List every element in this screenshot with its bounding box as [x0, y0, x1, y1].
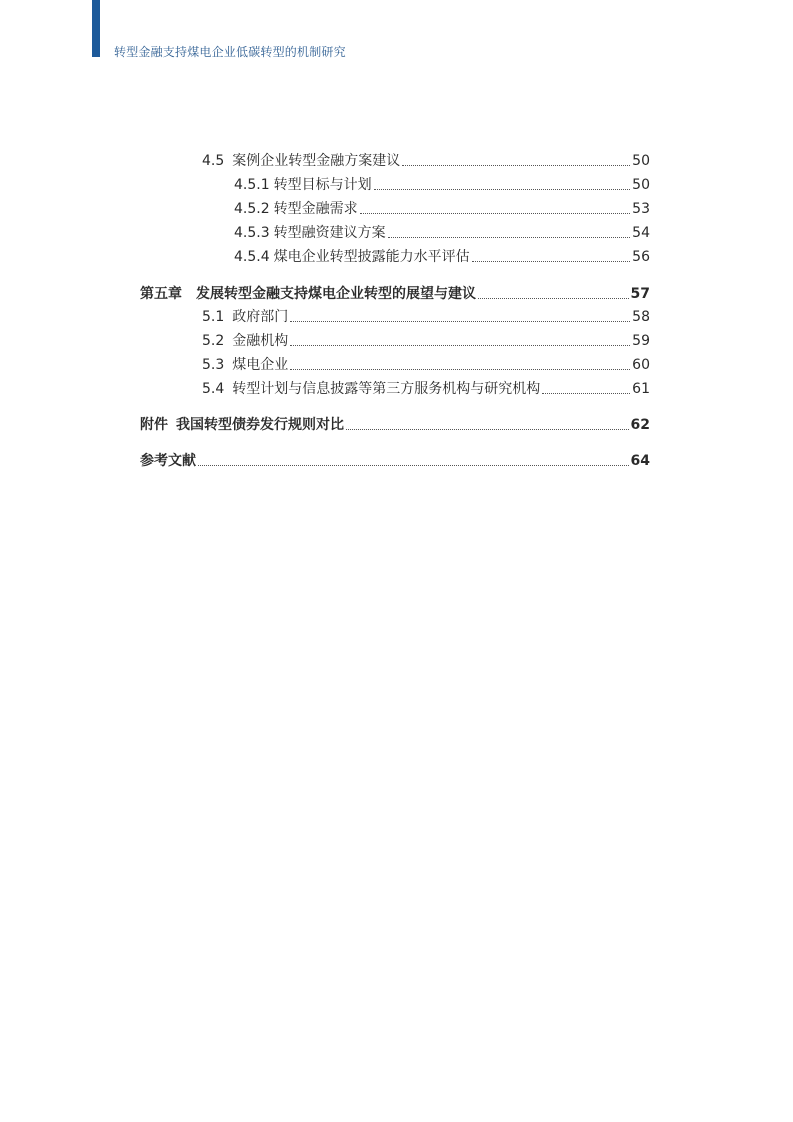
toc-entry-page: 53 [632, 201, 650, 217]
toc-entry-title: 转型目标与计划 [273, 177, 372, 193]
toc-entry-page: 50 [632, 177, 650, 193]
toc-entry-number: 附件 [140, 417, 168, 433]
toc-entry-4-5-3[interactable] [140, 222, 650, 244]
toc-entry-4-5-1[interactable] [140, 174, 650, 196]
toc-entry-number: 4.5.4 [234, 249, 270, 265]
toc-leader-dots [290, 321, 630, 322]
toc-entry-title: 转型计划与信息披露等第三方服务机构与研究机构 [232, 381, 541, 397]
toc-entry-page: 56 [632, 249, 650, 265]
toc-entry-4-5-4[interactable] [140, 246, 650, 268]
toc-entry-number: 参考文献 [140, 453, 196, 469]
toc-entry-page: 61 [632, 381, 650, 397]
toc-leader-dots [388, 237, 631, 238]
toc-entry-number: 4.5.1 [234, 177, 270, 193]
toc-entry-5-3[interactable] [140, 354, 650, 376]
toc-entry-page: 50 [632, 153, 650, 169]
toc-entry-chapter-5[interactable] [140, 283, 650, 305]
toc-entry-title: 我国转型债券发行规则对比 [176, 417, 344, 433]
toc-leader-dots [198, 465, 629, 466]
toc-entry-page: 60 [632, 357, 650, 373]
toc-entry-5-1[interactable] [140, 306, 650, 328]
toc-entry-title: 转型金融需求 [273, 201, 358, 217]
toc-entry-number: 第五章 [140, 286, 182, 302]
toc-leader-dots [374, 189, 631, 190]
toc-entry-title: 案例企业转型金融方案建议 [232, 153, 401, 169]
toc-entry-5-4[interactable] [140, 378, 650, 400]
toc-entry-4-5[interactable] [140, 150, 650, 172]
toc-leader-dots [472, 261, 631, 262]
toc-entry-number: 4.5.3 [234, 225, 270, 241]
toc-entry-title: 煤电企业转型披露能力水平评估 [273, 249, 470, 265]
header-accent-bar [92, 0, 100, 57]
toc-leader-dots [402, 165, 630, 166]
running-title: 转型金融支持煤电企业低碳转型的机制研究 [114, 45, 346, 59]
toc-entry-5-2[interactable] [140, 330, 650, 352]
toc-entry-title: 发展转型金融支持煤电企业转型的展望与建议 [196, 286, 476, 302]
toc-leader-dots [478, 298, 629, 299]
toc-entry-appendix[interactable] [140, 414, 650, 436]
toc-entry-page: 62 [630, 417, 650, 433]
toc-leader-dots [542, 393, 630, 394]
toc-entry-number: 5.3 [202, 357, 225, 373]
toc-entry-page: 59 [632, 333, 650, 349]
toc-entry-number: 4.5.2 [234, 201, 270, 217]
toc-leader-dots [290, 345, 630, 346]
toc-leader-dots [346, 429, 629, 430]
toc-entry-page: 54 [632, 225, 650, 241]
toc-entry-page: 64 [630, 453, 650, 469]
toc-entry-number: 4.5 [202, 153, 225, 169]
toc-entry-4-5-2[interactable] [140, 198, 650, 220]
toc-entry-number: 5.1 [202, 309, 225, 325]
toc-entry-title: 政府部门 [232, 309, 289, 325]
toc-entry-number: 5.4 [202, 381, 225, 397]
toc-leader-dots [360, 213, 631, 214]
toc-entry-title: 金融机构 [232, 333, 289, 349]
toc-entry-page: 57 [630, 286, 650, 302]
toc-entry-page: 58 [632, 309, 650, 325]
toc-entry-number: 5.2 [202, 333, 225, 349]
toc-entry-references[interactable] [140, 450, 650, 472]
toc-entry-title: 转型融资建议方案 [273, 225, 386, 241]
toc-leader-dots [290, 369, 630, 370]
toc-entry-title: 煤电企业 [232, 357, 289, 373]
